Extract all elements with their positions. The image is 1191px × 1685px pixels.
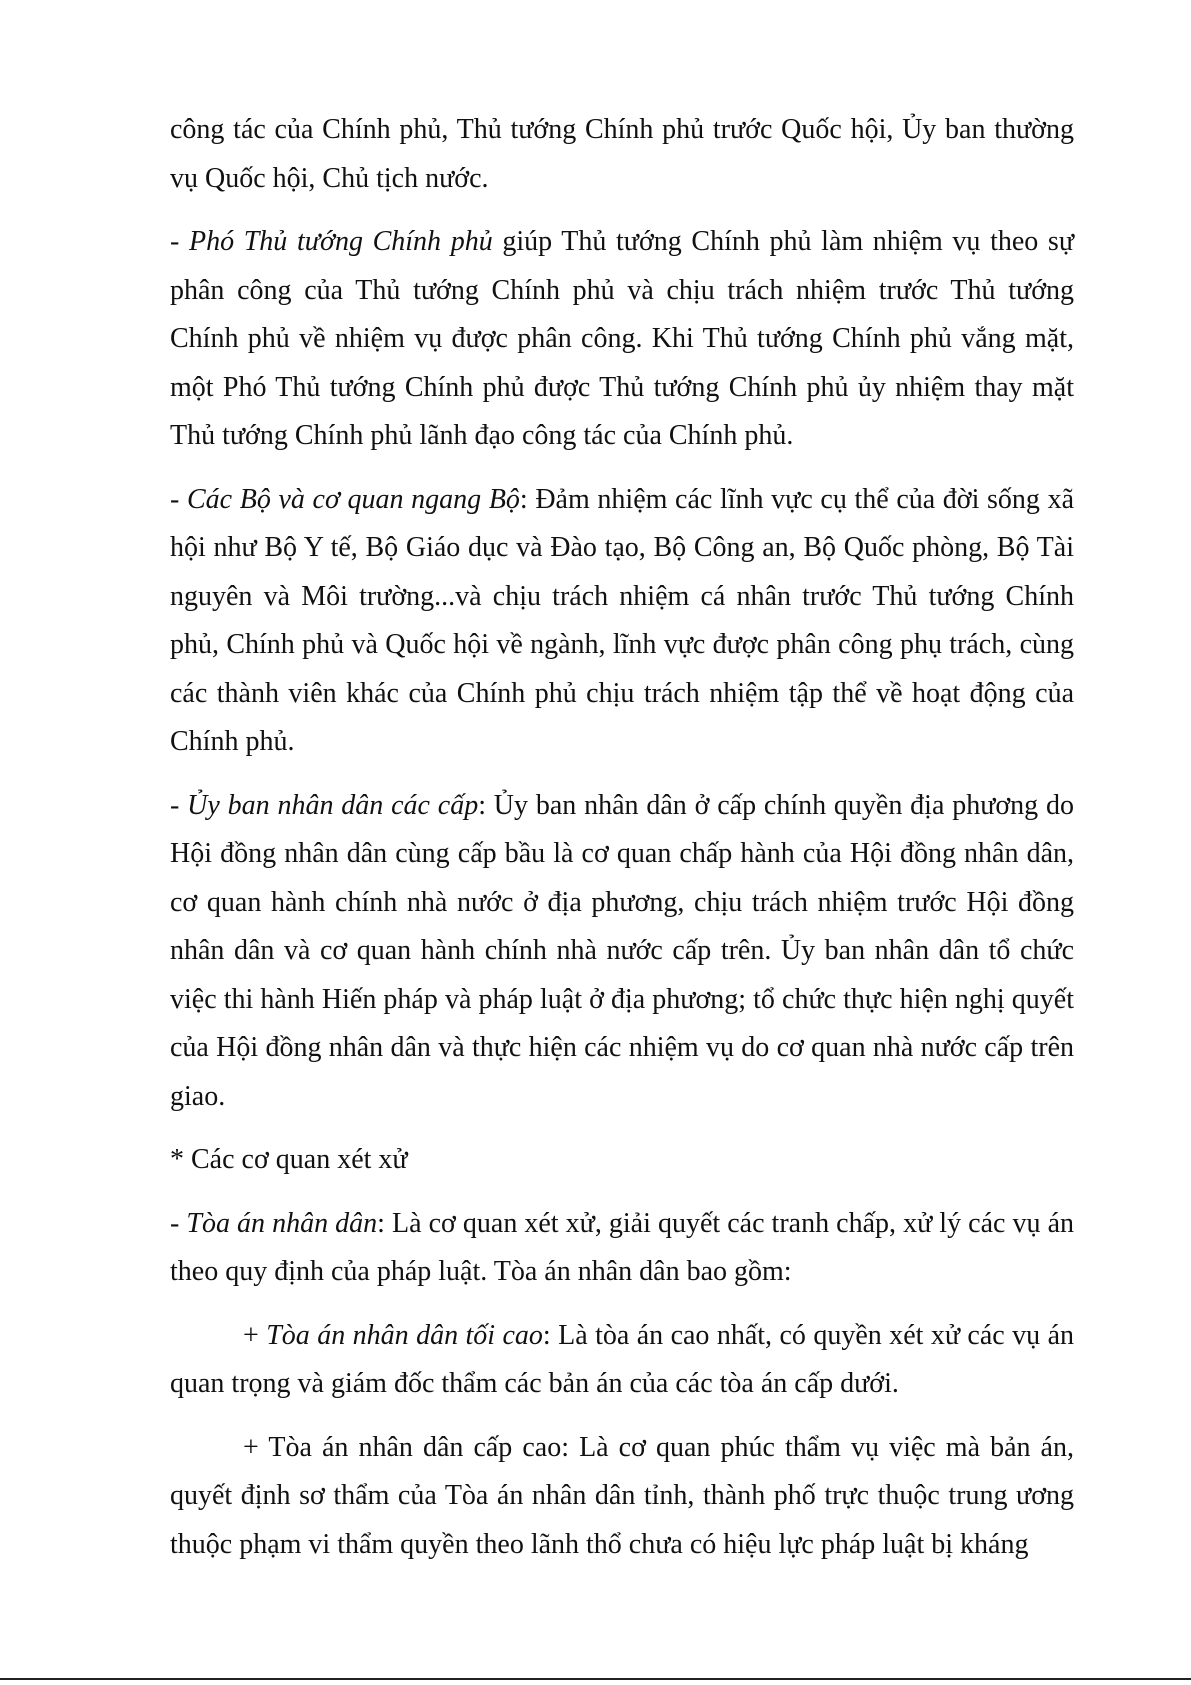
paragraph-text: giúp Thủ tướng Chính phủ làm nhiệm vụ theo sự phân công của Thủ tướng Chính phủ và chịu trách nhiệm trước Thủ tướng Chính phủ về nhiệm vụ được phân công. Khi Thủ tướng Chính phủ vắng mặt, một Phó Thủ tướng Chính phủ được Thủ tướng Chính phủ ủy nhiệm thay mặt Thủ tướng Chính phủ lãnh đạo công tác của Chính phủ.	[170, 226, 1075, 451]
paragraph-peoples-committees	[170, 782, 1074, 1122]
paragraph-peoples-court	[170, 1200, 1074, 1297]
paragraph-deputy-prime-minister	[170, 218, 1074, 461]
paragraph-government-accountability	[170, 106, 1074, 203]
paragraph-text: : Ủy ban nhân dân ở cấp chính quyền địa phương do Hội đồng nhân dân cùng cấp bầu là cơ quan chấp hành của Hội đồng nhân dân, cơ quan hành chính nhà nước ở địa phương, chịu trách nhiệm trước Hội đồng nhân dân và cơ quan hành chính nhà nước cấp trên. Ủy ban nhân dân tổ chức việc thi hành Hiến pháp và pháp luật ở địa phương; tổ chức thực hiện nghị quyết của Hội đồng nhân dân và thực hiện các nhiệm vụ do cơ quan nhà nước cấp trên giao.	[170, 789, 1075, 1112]
bullet-prefix: -	[170, 1207, 187, 1239]
paragraph-text: : Đảm nhiệm các lĩnh vực cụ thể của đời sống xã hội như Bộ Y tế, Bộ Giáo dục và Đào tạo, Bộ Công an, Bộ Quốc phòng, Bộ Tài nguyên và Môi trường...và chịu trách nhiệm cá nhân trước Thủ tướng Chính phủ, Chính phủ và Quốc hội về ngành, lĩnh vực được phân công phụ trách, cùng các thành viên khác của Chính phủ chịu trách nhiệm tập thể về hoạt động của Chính phủ.	[170, 483, 1074, 757]
paragraph-text: + Tòa án nhân dân cấp cao: Là cơ quan phúc thẩm vụ việc mà bản án, quyết định sơ thẩm của Tòa án nhân dân tỉnh, thành phố trực thuộc trung ương thuộc phạm vi thẩm quyền theo lãnh thổ chưa có hiệu lực pháp luật bị kháng	[170, 1431, 1074, 1560]
italic-term: Tòa án nhân dân	[186, 1207, 378, 1239]
paragraph-ministries	[170, 476, 1074, 767]
paragraph-text: : Là tòa án cao nhất, có quyền xét xử các vụ án quan trọng và giám đốc thẩm các bản án của các tòa án cấp dưới.	[170, 1319, 1074, 1399]
heading-judicial-bodies	[170, 1136, 1074, 1185]
italic-term: Tòa án nhân dân tối cao	[266, 1319, 543, 1351]
bullet-prefix: -	[170, 483, 187, 515]
paragraph-text: : Là cơ quan xét xử, giải quyết các tranh chấp, xử lý các vụ án theo quy định của pháp luật. Tòa án nhân dân bao gồm:	[170, 1207, 1074, 1287]
italic-term: Ủy ban nhân dân các cấp	[187, 789, 479, 821]
page-bottom-rule	[0, 1678, 1191, 1680]
paragraph-text: * Các cơ quan xét xử	[170, 1144, 408, 1175]
italic-term: Phó Thủ tướng Chính phủ	[188, 226, 493, 257]
bullet-prefix: -	[170, 226, 189, 257]
italic-term: Các Bộ và cơ quan ngang Bộ	[186, 483, 520, 515]
paragraph-text: công tác của Chính phủ, Thủ tướng Chính phủ trước Quốc hội, Ủy ban thường vụ Quốc hội, Chủ tịch nước.	[170, 114, 1074, 194]
document-body	[170, 106, 1074, 1584]
paragraph-high-court	[170, 1424, 1074, 1570]
bullet-prefix: -	[170, 789, 188, 821]
bullet-prefix: +	[243, 1319, 267, 1351]
paragraph-supreme-court	[170, 1312, 1074, 1409]
